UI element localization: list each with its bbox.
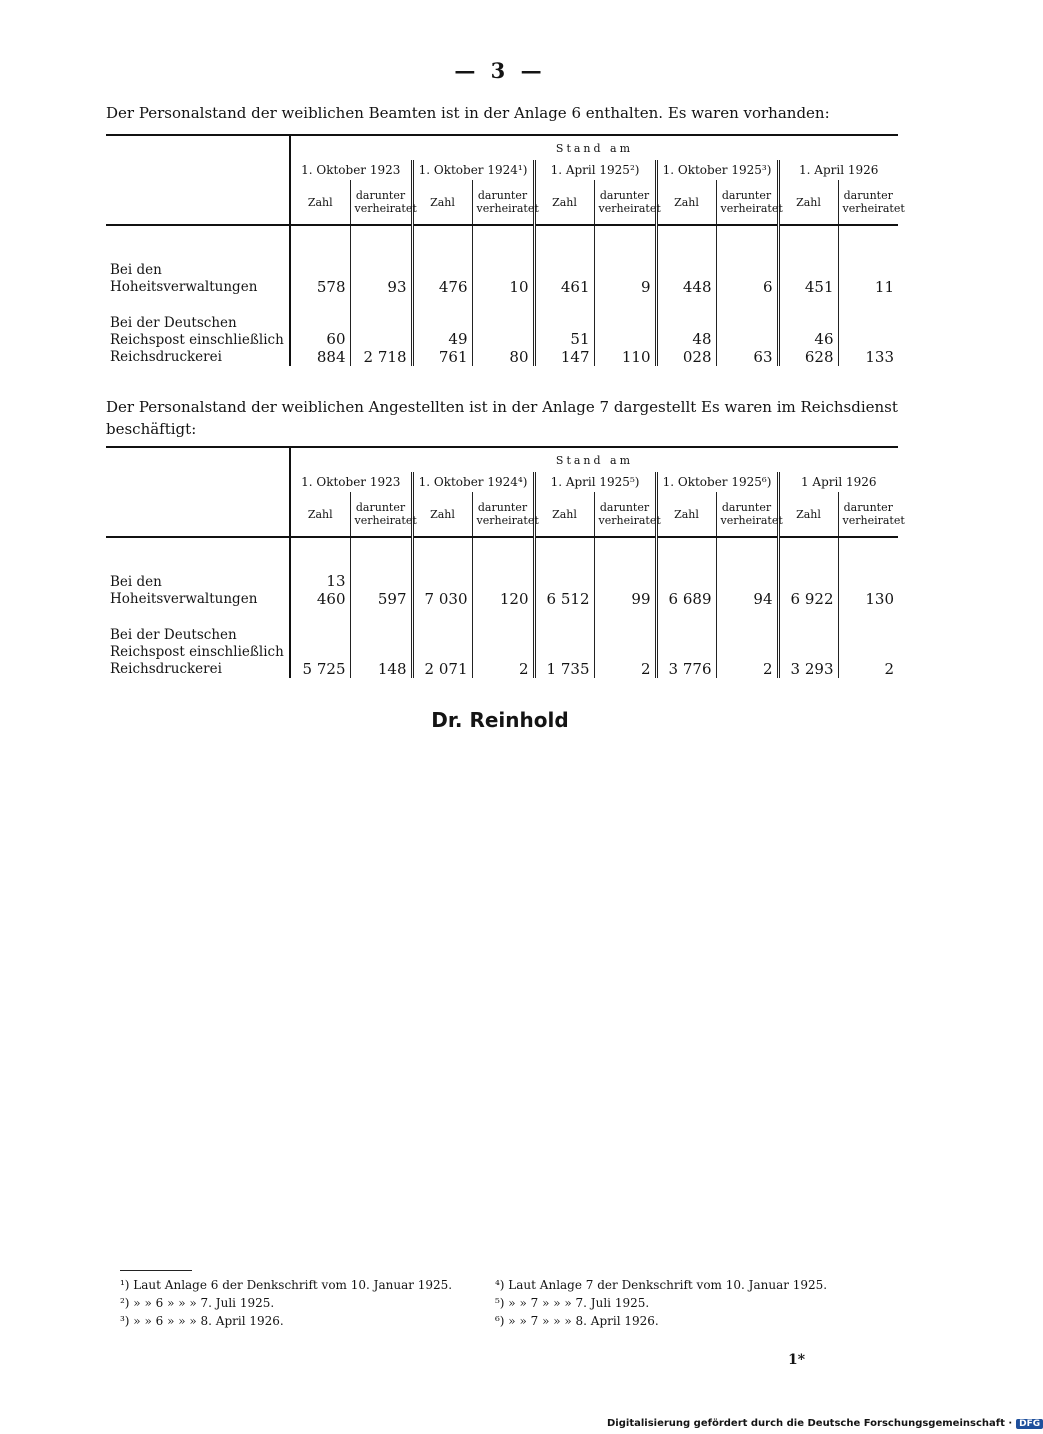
cell-verheiratet: 130 [838, 537, 898, 608]
cell-verheiratet: 11 [838, 225, 898, 296]
cell-zahl: 7 030 [412, 537, 472, 608]
credit-text: Digitalisierung gefördert durch die Deutsche Forschungsgemeinschaft · [607, 1418, 1013, 1429]
cell-zahl: 578 [290, 225, 350, 296]
cell-zahl: 1 735 [534, 608, 594, 678]
footnote: ³) » » 6 » » » 8. April 1926. [120, 1314, 284, 1328]
col-darunter: darunter verheiratet [472, 492, 534, 537]
stand-am-header: Stand am [290, 136, 898, 160]
footnote: ²) » » 6 » » » 7. Juli 1925. [120, 1296, 275, 1310]
cell-verheiratet: 2 [838, 608, 898, 678]
signature: Dr. Reinhold [431, 708, 569, 732]
cell-verheiratet: 2 [716, 608, 778, 678]
cell-zahl: 6 512 [534, 537, 594, 608]
table-row [106, 537, 898, 608]
date-header: 1. Oktober 1924¹) [412, 160, 534, 180]
digitization-credit [607, 1418, 1041, 1429]
date-header: 1. Oktober 1924⁴) [412, 472, 534, 492]
date-header: 1. Oktober 1923 [290, 160, 412, 180]
table-row [106, 608, 898, 678]
table-row [106, 296, 898, 366]
cell-zahl: 13 460 [290, 537, 350, 608]
footnote: ⁵) » » 7 » » » 7. Juli 1925. [495, 1296, 650, 1310]
cell-zahl: 461 [534, 225, 594, 296]
col-zahl: Zahl [534, 492, 594, 537]
date-header: 1. April 1925²) [534, 160, 656, 180]
row-label: Bei der Deutschen Reichspost einschließlich Reichsdruckerei [110, 627, 284, 677]
cell-zahl: 476 [412, 225, 472, 296]
dfg-logo: DFG [1016, 1419, 1043, 1429]
cell-verheiratet: 80 [472, 296, 534, 366]
footnote-rule [120, 1270, 192, 1271]
cell-verheiratet: 93 [350, 225, 412, 296]
col-zahl: Zahl [778, 492, 838, 537]
col-darunter: darunter verheiratet [716, 492, 778, 537]
footnotes-right [495, 1276, 855, 1330]
cell-verheiratet: 110 [594, 296, 656, 366]
table-weibliche-beamte [106, 134, 905, 366]
cell-zahl: 451 [778, 225, 838, 296]
cell-zahl: 5 725 [290, 608, 350, 678]
table-weibliche-angestellte [106, 446, 905, 678]
col-zahl: Zahl [290, 180, 350, 225]
footnote: ⁶) » » 7 » » » 8. April 1926. [495, 1314, 659, 1328]
cell-zahl: 3 293 [778, 608, 838, 678]
col-zahl: Zahl [412, 180, 472, 225]
cell-verheiratet: 597 [350, 537, 412, 608]
col-darunter: darunter verheiratet [594, 492, 656, 537]
col-darunter: darunter verheiratet [350, 180, 412, 225]
cell-verheiratet: 2 [472, 608, 534, 678]
cell-verheiratet: 120 [472, 537, 534, 608]
col-zahl: Zahl [534, 180, 594, 225]
date-header: 1 April 1926 [778, 472, 898, 492]
cell-zahl: 6 922 [778, 537, 838, 608]
cell-zahl: 3 776 [656, 608, 716, 678]
footnote: ¹) Laut Anlage 6 der Denkschrift vom 10. Januar 1925. [120, 1278, 453, 1292]
cell-zahl: 48 028 [656, 296, 716, 366]
date-header: 1. Oktober 1923 [290, 472, 412, 492]
row-label: Bei den Hoheitsverwaltungen [110, 574, 258, 607]
cell-zahl: 46 628 [778, 296, 838, 366]
cell-zahl: 6 689 [656, 537, 716, 608]
footnote: ⁴) Laut Anlage 7 der Denkschrift vom 10. Januar 1925. [495, 1278, 828, 1292]
cell-zahl: 448 [656, 225, 716, 296]
sheet-signature: 1* [788, 1352, 806, 1368]
intro-text-angestellte: Der Personalstand der weiblichen Angestellten ist in der Anlage 7 dargestellt Es waren im Reichsdienst beschäftigt: [106, 398, 898, 438]
date-header: 1. Oktober 1925³) [656, 160, 778, 180]
cell-verheiratet: 133 [838, 296, 898, 366]
cell-verheiratet: 99 [594, 537, 656, 608]
cell-verheiratet: 10 [472, 225, 534, 296]
col-darunter: darunter verheiratet [472, 180, 534, 225]
cell-zahl: 51 147 [534, 296, 594, 366]
page-number: — 3 — [454, 58, 546, 83]
footnotes-left [120, 1276, 480, 1330]
col-zahl: Zahl [656, 492, 716, 537]
col-zahl: Zahl [778, 180, 838, 225]
cell-verheiratet: 2 718 [350, 296, 412, 366]
col-darunter: darunter verheiratet [838, 180, 898, 225]
date-header: 1. April 1925⁵) [534, 472, 656, 492]
col-darunter: darunter verheiratet [838, 492, 898, 537]
cell-verheiratet: 2 [594, 608, 656, 678]
cell-zahl: 49 761 [412, 296, 472, 366]
cell-verheiratet: 6 [716, 225, 778, 296]
row-label: Bei der Deutschen Reichspost einschließlich Reichsdruckerei [110, 315, 284, 365]
col-darunter: darunter verheiratet [716, 180, 778, 225]
date-header: 1. April 1926 [778, 160, 898, 180]
col-zahl: Zahl [412, 492, 472, 537]
cell-verheiratet: 148 [350, 608, 412, 678]
col-darunter: darunter verheiratet [594, 180, 656, 225]
table-row [106, 225, 898, 296]
stand-am-header: Stand am [290, 448, 898, 472]
row-label: Bei den Hoheitsverwaltungen [110, 262, 258, 295]
cell-verheiratet: 9 [594, 225, 656, 296]
col-darunter: darunter verheiratet [350, 492, 412, 537]
intro-text-beamten: Der Personalstand der weiblichen Beamten ist in der Anlage 6 enthalten. Es waren vorhanden: [106, 104, 830, 122]
cell-verheiratet: 94 [716, 537, 778, 608]
cell-zahl: 60 884 [290, 296, 350, 366]
cell-zahl: 2 071 [412, 608, 472, 678]
col-zahl: Zahl [290, 492, 350, 537]
date-header: 1. Oktober 1925⁶) [656, 472, 778, 492]
col-zahl: Zahl [656, 180, 716, 225]
cell-verheiratet: 63 [716, 296, 778, 366]
